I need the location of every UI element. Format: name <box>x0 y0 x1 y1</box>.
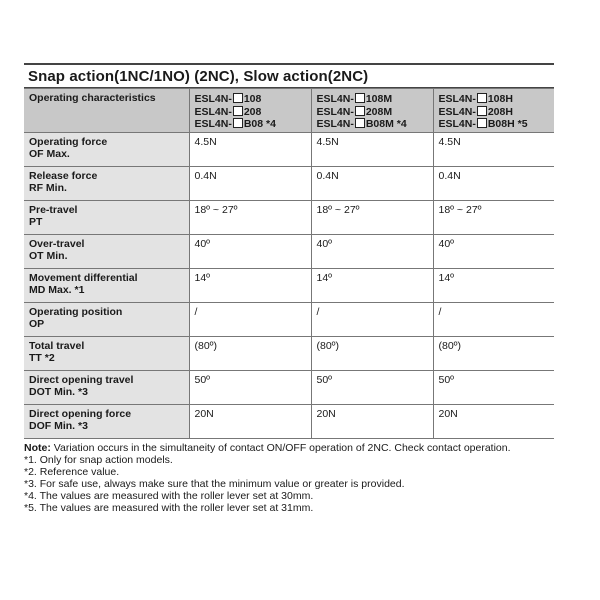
table-cell: 0.4N <box>433 167 554 201</box>
table-cell: / <box>433 303 554 337</box>
table-cell: (80º) <box>311 337 433 371</box>
row-label <box>24 167 189 201</box>
table-cell: 0.4N <box>189 167 311 201</box>
row-label-name: Release force <box>29 170 98 182</box>
model-prefix: ESL4N- <box>316 93 354 105</box>
model-suffix: B08M *4 <box>365 118 407 130</box>
model-code <box>195 106 306 119</box>
table-cell: 20N <box>311 405 433 439</box>
row-label <box>24 201 189 235</box>
note-line: *1. Only for snap action models. <box>24 454 173 466</box>
row-label-symbol: PT <box>29 215 43 228</box>
model-suffix: 108 <box>243 93 262 105</box>
title-bar <box>24 63 554 88</box>
model-prefix: ESL4N- <box>438 118 476 130</box>
checkbox-placeholder-icon <box>233 106 243 116</box>
page-title: Snap action(1NC/1NO) (2NC), Slow action(2NC) <box>28 67 369 85</box>
note-head: Note: <box>24 442 51 454</box>
row-label <box>24 303 189 337</box>
checkbox-placeholder-icon <box>233 118 243 128</box>
header-column <box>189 89 311 133</box>
table-cell: 18º ~ 27º <box>311 201 433 235</box>
table-cell: 20N <box>189 405 311 439</box>
table-cell: 40º <box>311 235 433 269</box>
table-cell: (80º) <box>433 337 554 371</box>
model-prefix: ESL4N- <box>438 93 476 105</box>
table-row <box>24 167 554 201</box>
table-cell: 50º <box>311 371 433 405</box>
model-suffix: 208H <box>487 105 513 118</box>
table-row <box>24 371 554 405</box>
row-label <box>24 269 189 303</box>
characteristics-table <box>24 88 554 439</box>
model-suffix: B08 *4 <box>243 118 276 130</box>
row-label-name: Over-travel <box>29 238 85 250</box>
model-prefix: ESL4N- <box>194 93 232 105</box>
note-head-text: Variation occurs in the simultaneity of contact ON/OFF operation of 2NC. Check contact operation. <box>50 442 511 454</box>
row-label <box>24 405 189 439</box>
row-label <box>24 235 189 269</box>
table-cell: 0.4N <box>311 167 433 201</box>
row-label-name: Direct opening travel <box>29 374 134 386</box>
checkbox-placeholder-icon <box>477 106 487 116</box>
table-cell: 14º <box>311 269 433 303</box>
model-suffix: B08H *5 <box>487 118 528 130</box>
table-cell: 20N <box>433 405 554 439</box>
row-label-name: Operating position <box>29 306 123 318</box>
table-cell: / <box>189 303 311 337</box>
note-line: *2. Reference value. <box>24 466 120 478</box>
header-column <box>433 89 554 133</box>
table-cell: 14º <box>189 269 311 303</box>
model-code <box>317 118 428 131</box>
table-cell: 4.5N <box>433 133 554 167</box>
header-column <box>311 89 433 133</box>
note-line: *4. The values are measured with the roller lever set at 30mm. <box>24 490 314 502</box>
table-cell: 18º ~ 27º <box>189 201 311 235</box>
row-label <box>24 133 189 167</box>
table-cell: 40º <box>433 235 554 269</box>
table-cell: 4.5N <box>311 133 433 167</box>
checkbox-placeholder-icon <box>355 118 365 128</box>
row-label-symbol: OF Max. <box>29 147 70 160</box>
row-label-symbol: OP <box>29 317 45 330</box>
row-label-name: Total travel <box>29 340 85 352</box>
row-label-symbol: MD Max. *1 <box>29 283 85 296</box>
model-suffix: 208 <box>243 105 262 118</box>
model-code <box>439 93 550 106</box>
table-row <box>24 235 554 269</box>
table-body <box>24 133 554 439</box>
table-row <box>24 303 554 337</box>
table-cell: / <box>311 303 433 337</box>
checkbox-placeholder-icon <box>355 93 365 103</box>
row-label-name: Pre-travel <box>29 204 78 216</box>
model-suffix: 108H <box>487 93 513 105</box>
table-cell: 14º <box>433 269 554 303</box>
table-cell: 50º <box>433 371 554 405</box>
note-line: *3. For safe use, always make sure that the minimum value or greater is provided. <box>24 478 405 490</box>
row-label-symbol: RF Min. <box>29 181 67 194</box>
table-cell: 18º ~ 27º <box>433 201 554 235</box>
row-label-symbol: DOF Min. *3 <box>29 419 88 432</box>
model-suffix: 108M <box>365 93 393 105</box>
model-prefix: ESL4N- <box>316 105 354 118</box>
model-code <box>195 93 306 106</box>
table-cell: 50º <box>189 371 311 405</box>
table-row <box>24 269 554 303</box>
checkbox-placeholder-icon <box>355 106 365 116</box>
row-label-name: Operating force <box>29 136 108 148</box>
model-code <box>195 118 306 131</box>
checkbox-placeholder-icon <box>233 93 243 103</box>
model-prefix: ESL4N- <box>194 118 232 130</box>
note-line: *5. The values are measured with the roller lever set at 31mm. <box>24 502 314 514</box>
spec-sheet <box>24 63 554 514</box>
table-cell: (80º) <box>189 337 311 371</box>
header-label: Operating characteristics <box>24 89 189 133</box>
table-row <box>24 405 554 439</box>
row-label-name: Direct opening force <box>29 408 132 420</box>
table-header-row <box>24 89 554 133</box>
model-code <box>439 106 550 119</box>
checkbox-placeholder-icon <box>477 93 487 103</box>
table-row <box>24 337 554 371</box>
checkbox-placeholder-icon <box>477 118 487 128</box>
model-code <box>317 106 428 119</box>
table-row <box>24 133 554 167</box>
row-label-name: Movement differential <box>29 272 138 284</box>
row-label <box>24 371 189 405</box>
model-prefix: ESL4N- <box>438 105 476 118</box>
model-prefix: ESL4N- <box>316 118 354 130</box>
model-suffix: 208M <box>365 105 393 118</box>
row-label-symbol: TT *2 <box>29 351 55 364</box>
table-row <box>24 201 554 235</box>
table-cell: 4.5N <box>189 133 311 167</box>
model-code <box>439 118 550 131</box>
notes <box>24 442 554 514</box>
note-main <box>24 442 554 454</box>
model-prefix: ESL4N- <box>194 105 232 118</box>
row-label <box>24 337 189 371</box>
row-label-symbol: DOT Min. *3 <box>29 385 88 398</box>
model-code <box>317 93 428 106</box>
table-cell: 40º <box>189 235 311 269</box>
row-label-symbol: OT Min. <box>29 249 68 262</box>
